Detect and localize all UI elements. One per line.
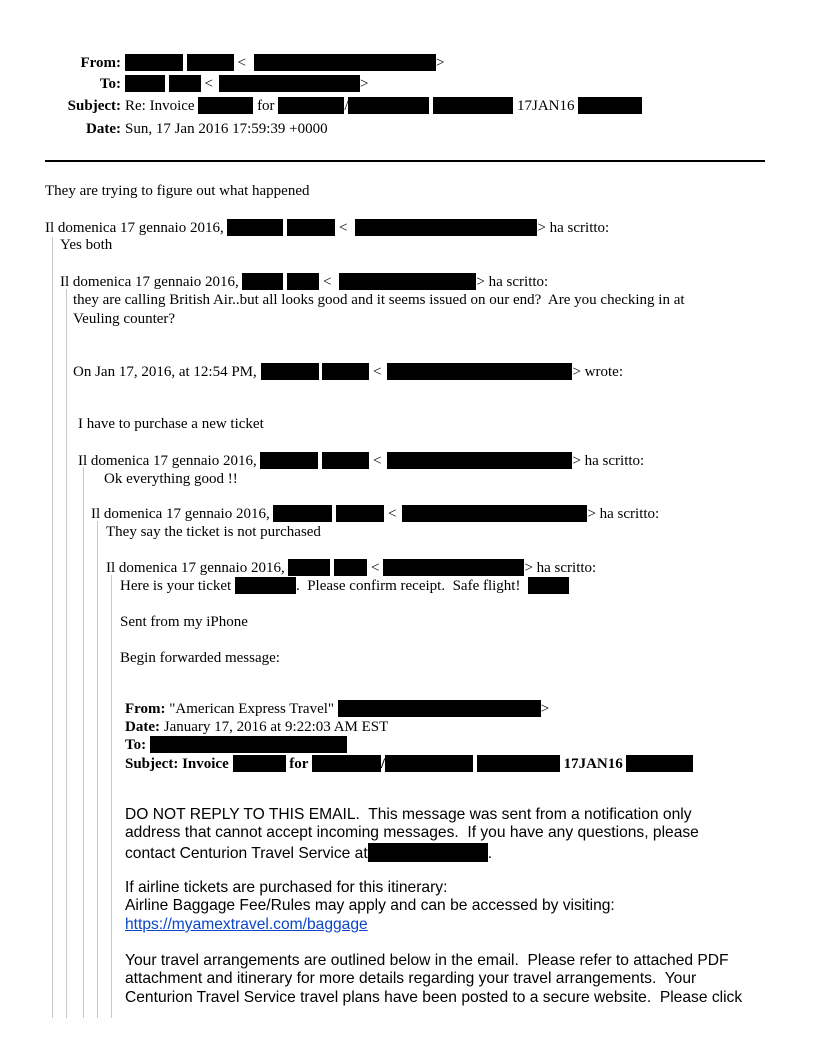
body-text: attachment and itinerary for more details regarding your travel arrangements. Your xyxy=(125,970,697,987)
redaction xyxy=(578,97,642,114)
quote-attribution: On Jan 17, 2016, at 12:54 PM, < > wrote: xyxy=(73,364,623,380)
to-value: < > xyxy=(125,75,368,93)
redaction xyxy=(433,97,513,114)
quote-attribution: Il domenica 17 gennaio 2016, < > ha scritto: xyxy=(45,220,610,236)
redaction xyxy=(227,219,283,236)
quote-attribution: Il domenica 17 gennaio 2016, < > ha scritto: xyxy=(60,274,549,290)
quote-attribution: Il domenica 17 gennaio 2016, < > ha scritto: xyxy=(106,560,597,576)
redaction xyxy=(187,54,234,71)
date-value: Sun, 17 Jan 2016 17:59:39 +0000 xyxy=(125,121,328,137)
redaction xyxy=(348,97,429,114)
redaction xyxy=(254,54,436,71)
redaction xyxy=(312,755,381,772)
quoted-text: They say the ticket is not purchased xyxy=(106,524,321,540)
redaction xyxy=(198,97,253,114)
quote-attribution: Il domenica 17 gennaio 2016, < > ha scritto: xyxy=(91,506,660,522)
redaction xyxy=(385,755,473,772)
body-text: Centurion Travel Service travel plans have been posted to a secure website. Please click xyxy=(125,989,743,1006)
quoted-text: they are calling British Air..but all looks good and it seems issued on our end? Are you checking in at xyxy=(73,292,685,308)
redaction xyxy=(169,75,201,92)
redaction xyxy=(355,219,537,236)
redaction xyxy=(260,452,318,469)
redaction xyxy=(387,452,572,469)
fwd-date: Date: January 17, 2016 at 9:22:03 AM EST xyxy=(125,719,389,735)
redaction xyxy=(338,700,541,717)
redaction xyxy=(287,219,335,236)
body-text: Your travel arrangements are outlined below in the email. Please refer to attached PDF xyxy=(125,952,729,969)
header-divider xyxy=(45,160,765,162)
redaction xyxy=(278,97,344,114)
redaction xyxy=(233,755,286,772)
subject-value: Re: Invoice for / 17JAN16 xyxy=(125,97,642,115)
baggage-link[interactable]: https://myamextravel.com/baggage xyxy=(125,916,368,933)
fwd-to: To: xyxy=(125,736,347,754)
quote-bar xyxy=(97,521,98,1018)
quote-bar xyxy=(66,289,67,1018)
quoted-text: Ok everything good !! xyxy=(104,471,238,487)
from-label: From: xyxy=(80,55,121,71)
fwd-subject: Subject: Invoice for / 17JAN16 xyxy=(125,755,693,773)
redaction xyxy=(368,843,488,862)
quote-attribution: Il domenica 17 gennaio 2016, < > ha scritto: xyxy=(78,453,645,469)
quote-bar xyxy=(83,467,84,1018)
body-text: Airline Baggage Fee/Rules may apply and can be accessed by visiting: xyxy=(125,897,615,914)
redaction xyxy=(273,505,332,522)
redaction xyxy=(261,363,319,380)
quoted-text: Here is your ticket . Please confirm receipt. Safe flight! xyxy=(120,577,569,595)
body-text: address that cannot accept incoming messages. If you have any questions, please xyxy=(125,824,699,841)
date-label: Date: xyxy=(86,121,121,137)
redaction xyxy=(334,559,367,576)
redaction xyxy=(150,736,347,753)
redaction xyxy=(387,363,572,380)
redaction xyxy=(339,273,476,290)
redaction xyxy=(322,363,369,380)
redaction xyxy=(383,559,524,576)
top-message: They are trying to figure out what happened xyxy=(45,183,310,199)
redaction xyxy=(477,755,560,772)
signature: Sent from my iPhone xyxy=(120,614,248,630)
redaction xyxy=(242,273,283,290)
quote-bar xyxy=(111,575,112,1018)
redaction xyxy=(528,577,569,594)
quoted-text: Veuling counter? xyxy=(73,311,176,327)
redaction xyxy=(322,452,369,469)
redaction xyxy=(402,505,587,522)
subject-label: Subject: xyxy=(67,98,121,114)
redaction xyxy=(626,755,693,772)
redaction xyxy=(219,75,360,92)
redaction xyxy=(125,75,165,92)
quoted-text: Yes both xyxy=(60,237,113,253)
from-value: < > xyxy=(125,54,444,72)
body-text: If airline tickets are purchased for this itinerary: xyxy=(125,879,448,896)
redaction xyxy=(336,505,384,522)
redaction xyxy=(235,577,296,594)
redaction xyxy=(288,559,330,576)
fwd-from: From: "American Express Travel" > xyxy=(125,701,550,717)
quote-bar xyxy=(52,237,53,1018)
quoted-text: I have to purchase a new ticket xyxy=(78,416,264,432)
to-label: To: xyxy=(99,76,121,92)
body-text: DO NOT REPLY TO THIS EMAIL. This message was sent from a notification only xyxy=(125,806,692,823)
body-text: contact Centurion Travel Service at . xyxy=(125,845,493,862)
redaction xyxy=(125,54,183,71)
redaction xyxy=(287,273,319,290)
forward-intro: Begin forwarded message: xyxy=(120,650,280,666)
